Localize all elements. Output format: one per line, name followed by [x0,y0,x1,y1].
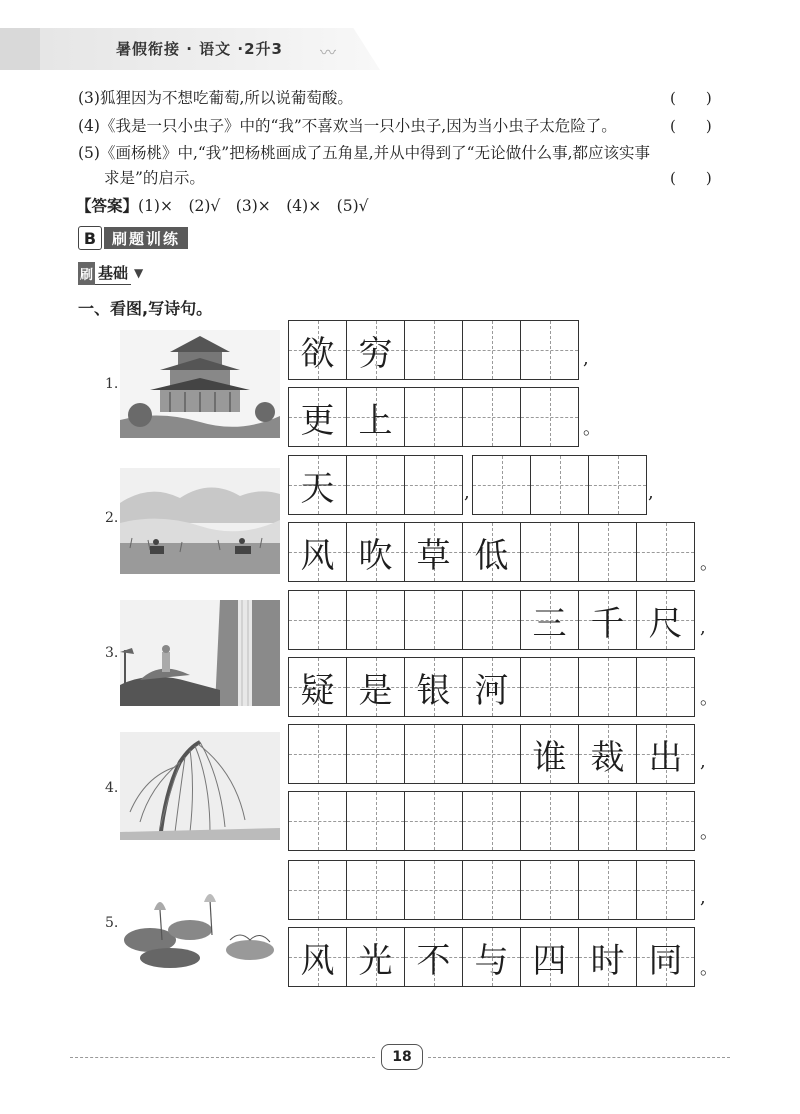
poem3-line1-grid [288,590,695,650]
answer-content: (1)× (2)√ (3)× (4)× (5)√ [138,197,369,215]
char-cell[interactable] [347,591,405,649]
char-cell[interactable] [463,861,521,919]
poem1-line2-grid [288,387,579,447]
wave-ornament-icon: 〰 [320,43,337,62]
shua-tag: 刷 [78,262,95,285]
poem2-line1b-grid [472,455,647,515]
char-cell[interactable] [289,861,347,919]
char-cell[interactable] [405,861,463,919]
char-cell[interactable] [521,658,579,716]
char-cell[interactable] [347,456,405,514]
char-cell[interactable]: 与 [463,928,521,986]
poem-number: 1. [105,376,119,392]
char-cell[interactable]: 不 [405,928,463,986]
question-3: (3)狐狸因为不想吃葡萄,所以说葡萄酸。 [78,89,353,107]
char-cell[interactable]: 是 [347,658,405,716]
char-cell[interactable]: 低 [463,523,521,581]
char-cell[interactable] [637,861,695,919]
char-cell[interactable]: 出 [637,725,695,783]
char-cell[interactable]: 三 [521,591,579,649]
period: 。 [700,553,718,574]
pavilion-picture [120,330,280,438]
grassland-picture [120,468,280,574]
char-cell[interactable]: 更 [289,388,347,446]
char-cell[interactable] [579,658,637,716]
poem-number: 3. [105,645,119,661]
char-cell[interactable]: 光 [347,928,405,986]
lotus-picture [120,880,280,976]
char-cell[interactable] [289,792,347,850]
char-cell[interactable] [463,388,521,446]
char-cell[interactable]: 谁 [521,725,579,783]
char-cell[interactable] [521,861,579,919]
char-cell[interactable] [289,725,347,783]
footer-rule-left [70,1057,375,1058]
char-cell[interactable] [579,792,637,850]
char-cell[interactable] [637,658,695,716]
task-title: 一、看图,写诗句。 [78,299,213,318]
char-cell[interactable] [521,523,579,581]
waterfall-picture [120,600,280,706]
char-cell[interactable]: 尺 [637,591,695,649]
period: 。 [700,688,718,709]
comma: , [700,617,706,638]
question-5: (5)《画杨桃》中,“我”把杨桃画成了五角星,并从中得到了“无论做什么事,都应该实事 [78,144,651,162]
char-cell[interactable]: 吹 [347,523,405,581]
char-cell[interactable] [463,591,521,649]
answer-paren-3[interactable]: ( ) [670,89,712,107]
comma: , [648,482,654,503]
char-cell[interactable]: 裁 [579,725,637,783]
char-cell[interactable] [405,792,463,850]
char-cell[interactable] [347,792,405,850]
poem2-line2-grid [288,522,695,582]
question-5-cont: 求是”的启示。 [104,169,205,187]
poem-number: 2. [105,510,119,526]
answer-paren-5[interactable]: ( ) [670,169,712,187]
char-cell[interactable]: 风 [289,928,347,986]
period: 。 [700,822,718,843]
char-cell[interactable]: 欲 [289,321,347,379]
answer-line [76,194,369,216]
char-cell[interactable] [463,321,521,379]
answer-paren-4[interactable]: ( ) [670,117,712,135]
char-cell[interactable]: 同 [637,928,695,986]
char-cell[interactable] [521,792,579,850]
char-cell[interactable]: 草 [405,523,463,581]
char-cell[interactable]: 穷 [347,321,405,379]
char-cell[interactable] [347,725,405,783]
section-label: 刷题训练 [104,227,188,249]
char-cell[interactable]: 千 [579,591,637,649]
char-cell[interactable] [579,861,637,919]
char-cell[interactable] [289,591,347,649]
triangle-down-icon: ▼ [134,266,144,280]
period: 。 [583,418,601,439]
poem-number: 5. [105,915,119,931]
char-cell[interactable] [589,456,647,514]
char-cell[interactable] [579,523,637,581]
char-cell[interactable]: 风 [289,523,347,581]
char-cell[interactable] [521,321,579,379]
char-cell[interactable]: 河 [463,658,521,716]
poem5-line2-grid [288,927,695,987]
poem4-line1-grid [288,724,695,784]
comma: , [700,887,706,908]
question-4: (4)《我是一只小虫子》中的“我”不喜欢当一只小虫子,因为当小虫子太危险了。 [78,117,617,135]
poem3-line2-grid [288,657,695,717]
char-cell[interactable] [405,321,463,379]
char-cell[interactable] [637,523,695,581]
char-cell[interactable] [637,792,695,850]
char-cell[interactable] [521,388,579,446]
comma: , [583,348,589,369]
page-header-title: 暑假衔接 · 语文 ·2升3 [116,40,283,58]
char-cell[interactable] [405,388,463,446]
char-cell[interactable]: 疑 [289,658,347,716]
section-b-badge [78,226,188,250]
char-cell[interactable] [463,792,521,850]
answer-label: 【答案】 [76,197,139,215]
char-cell[interactable] [531,456,589,514]
poem-number: 4. [105,780,119,796]
char-cell[interactable] [347,861,405,919]
char-cell[interactable]: 天 [289,456,347,514]
char-cell[interactable] [405,725,463,783]
char-cell[interactable]: 银 [405,658,463,716]
char-cell[interactable] [405,456,463,514]
header-decoration [0,28,40,70]
char-cell[interactable]: 时 [579,928,637,986]
char-cell[interactable] [405,591,463,649]
period: 。 [700,958,718,979]
comma: , [464,482,470,503]
poem4-line2-grid [288,791,695,851]
section-letter: B [78,226,102,250]
char-cell[interactable]: 四 [521,928,579,986]
poem2-line1a-grid [288,455,463,515]
poem5-line1-grid [288,860,695,920]
basic-label: 基础 [95,261,131,285]
footer-rule-right [428,1057,730,1058]
char-cell[interactable] [473,456,531,514]
page-number: 18 [381,1044,423,1070]
char-cell[interactable] [463,725,521,783]
willow-picture [120,732,280,840]
poem1-line1-grid [288,320,579,380]
comma: , [700,751,706,772]
char-cell[interactable]: 上 [347,388,405,446]
basic-badge [78,261,143,285]
